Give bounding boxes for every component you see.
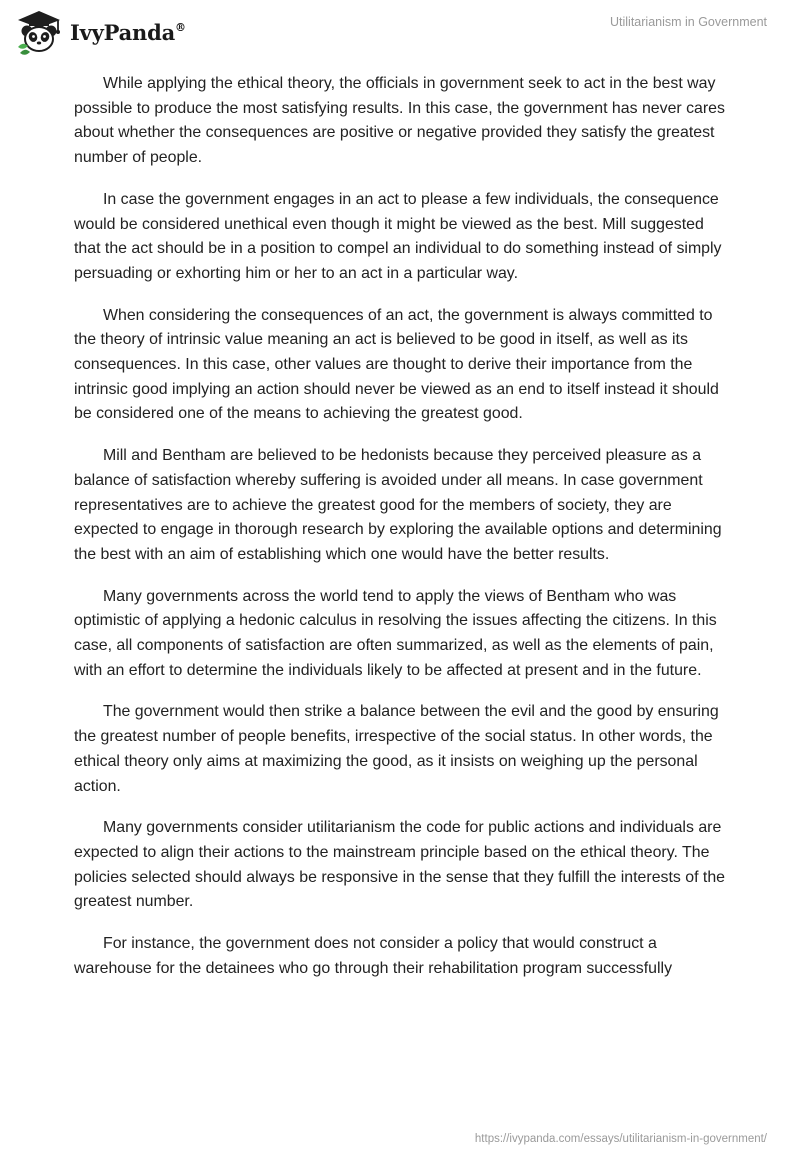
document-title: Utilitarianism in Government	[610, 15, 767, 29]
ivypanda-logo[interactable]	[14, 9, 186, 55]
paragraph: The government would then strike a balance between the evil and the good by ensuring the greatest number of people benefits, irrespective of the social status. In other words, the ethical theory only aims at maximizing the good, as it insists on weighing up the personal action.	[74, 703, 719, 795]
panda-graduate-icon	[14, 9, 64, 55]
logo-wordmark: IvyPanda®	[70, 19, 186, 45]
paragraph: Many governments across the world tend to apply the views of Bentham who was optimistic of applying a hedonic calculus in resolving the issues affecting the citizens. In this case, all components of satisfaction are often summarized, as well as the elements of pain, with an effort to determine the individuals likely to be affected at present and in the future.	[74, 587, 717, 679]
paragraph: When considering the consequences of an act, the government is always committed to the theory of intrinsic value meaning an act is believed to be good in itself, as well as its consequences. In this case, other values are thought to derive their importance from the intrinsic good implying an action should never be viewed as an end to itself instead it should be considered one of the means to achieving the greatest good.	[74, 306, 719, 423]
registered-mark: ®	[175, 20, 186, 34]
page-header	[0, 0, 800, 60]
paragraph: Many governments consider utilitarianism the code for public actions and individuals are expected to align their actions to the mainstream principle based on the ethical theory. The policies selected should always be responsive in the sense that they fulfill the interests of the greatest number.	[74, 819, 726, 911]
essay-body	[74, 72, 734, 999]
paragraph: For instance, the government does not consider a policy that would construct a warehouse for the detainees who go through their rehabilitation program successfully	[74, 935, 673, 977]
paragraph: While applying the ethical theory, the officials in government seek to act in the best way possible to produce the most satisfying results. In this case, the government has never cares about whether the consequences are positive or negative provided they satisfy the greatest number of people.	[74, 75, 725, 167]
paragraph: In case the government engages in an act to please a few individuals, the consequence would be considered unethical even though it might be viewed as the best. Mill suggested that the act should be in a position to compel an individual to do something instead of simply persuading or exhorting him or her to an act in a particular way.	[74, 190, 722, 282]
paragraph: Mill and Bentham are believed to be hedonists because they perceived pleasure as a balance of satisfaction whereby suffering is avoided under all means. In case government representatives are to achieve the greatest good for the members of society, they are expected to engage in thorough research by exploring the available options and determining the best with an aim of establishing which one would have the better results.	[74, 447, 722, 563]
source-url[interactable]: https://ivypanda.com/essays/utilitarianism-in-government/	[474, 1133, 767, 1145]
